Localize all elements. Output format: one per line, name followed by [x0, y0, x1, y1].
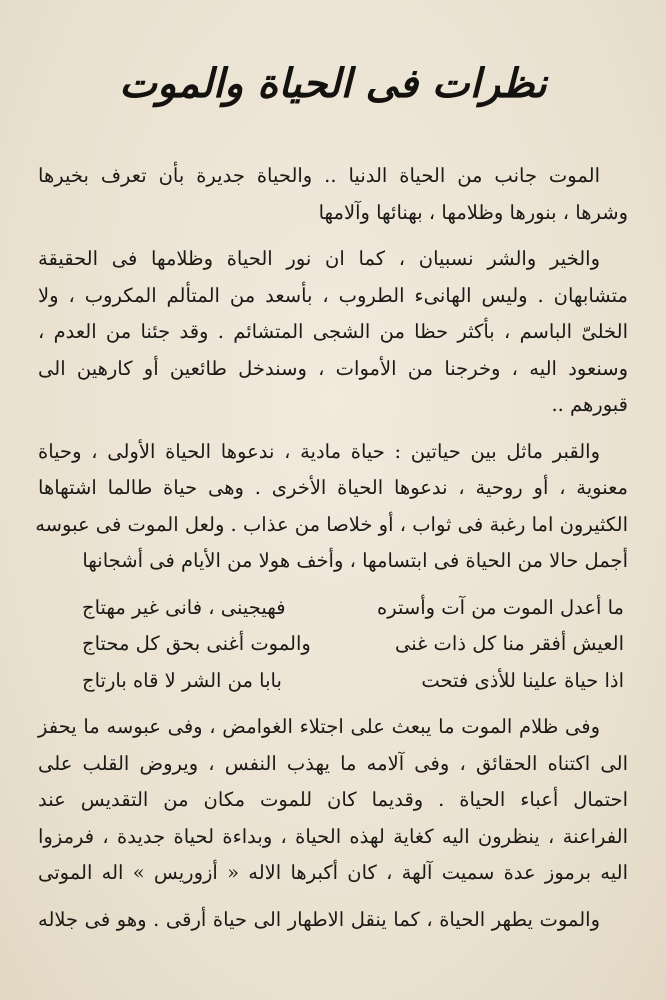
text-line: اليه برموز عدة سميت آلهة ، كان أكبرها الاله « أزوريس » اله الموتى [38, 861, 628, 884]
verse-first-hemistich: ما أعدل الموت من آت وأستره [377, 595, 624, 619]
text-line: والخير والشر نسبيان ، كما ان نور الحياة وظلامها فى الحقيقة [38, 247, 600, 270]
text-line: معنوية ، أو روحية ، ندعوها الحياة الأخرى . وهى حياة طالما اشتهاها [38, 476, 628, 499]
text-line: والموت يطهر الحياة ، كما ينقل الاطهار الى حياة أرقى . وهو فى جلاله [38, 907, 600, 931]
text-line: الفراعنة ، ينظرون اليه كغاية لهذه الحياة ، وبداءة لحياة جديدة ، فرمزوا [38, 824, 628, 848]
poem-verse [38, 626, 628, 663]
verse-second-hemistich: والموت أغنى بحق كل محتاج [82, 632, 311, 655]
text-line: الموت جانب من الحياة الدنيا .. والحياة جديرة بأن تعرف بخيرها [38, 164, 600, 187]
verse-first-hemistich: اذا حياة علينا للأذى فتحت [421, 668, 624, 692]
text-line: وسنعود اليه ، وخرجنا من الأموات ، وسندخل طائعين أو كارهين الى [38, 356, 628, 380]
paragraph-1 [38, 158, 628, 231]
verse-second-hemistich: بابا من الشر لا قاه بارتاج [82, 668, 282, 692]
chapter-body [35, 158, 628, 948]
text-line: متشابهان . وليس الهانىء الطروب ، بأسعد من المتألم المكروب ، ولا [38, 283, 628, 307]
text-line: وفى ظلام الموت ما يبعث على اجتلاء الغوامض ، وفى عبوسه ما يحفز [38, 715, 600, 738]
paragraph-5 [38, 902, 628, 939]
verse-second-hemistich: فهيجينى ، فانى غير مهتاج [82, 595, 286, 619]
text-line: أجمل حالا من الحياة فى ابتسامها ، وأخف هولا من الأيام فى أشجانها [82, 549, 628, 572]
poem-verse [38, 590, 628, 627]
verse-first-hemistich: العيش أفقر منا كل ذات غنى [395, 632, 624, 655]
text-line: الى اكتناه الحقائق ، وفى آلامه ما يهذب النفس ، ويروض القلب على [38, 751, 628, 775]
text-line: قبورهم .. [551, 393, 628, 416]
paragraph-3 [35, 434, 628, 580]
text-line: والقبر ماثل بين حياتين : حياة مادية ، ندعوها الحياة الأولى ، وحياة [38, 439, 600, 463]
text-line: احتمال أعباء الحياة . وقديما كان للموت مكان من التقديس عند [38, 788, 628, 811]
paragraph-2 [38, 241, 628, 424]
poem [38, 590, 628, 700]
paragraph-4 [38, 709, 628, 892]
chapter-title: نظرات فى الحياة والموت [119, 60, 547, 107]
text-line: الخلىّ الباسم ، بأكثر حظا من الشجى المتشائم . وقد جئنا من العدم ، [38, 320, 628, 343]
poem-verse [38, 663, 628, 700]
text-line: الكثيرون اما رغبة فى ثواب ، أو خلاصا من عذاب . ولعل الموت فى عبوسه [35, 512, 628, 536]
text-line: وشرها ، بنورها وظلامها ، بهنائها وآلامها [318, 200, 628, 224]
